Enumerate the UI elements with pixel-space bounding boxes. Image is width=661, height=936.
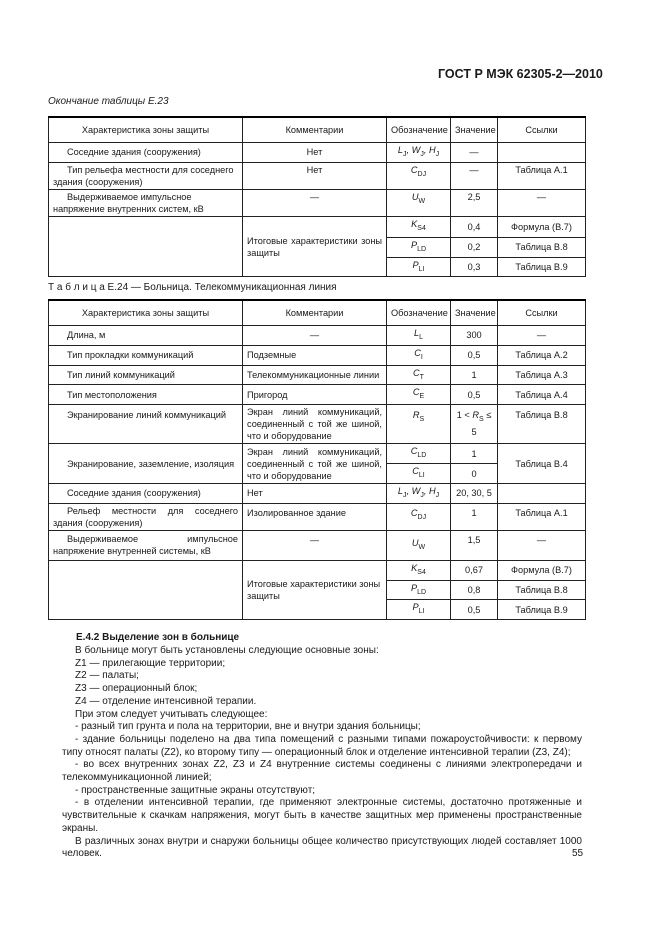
cell-characteristic: Экранирование линий коммуникаций (49, 405, 243, 444)
list-item: - здание больницы поделено на два типа помещений с разными типами пожароустойчивости: к первому типу относят палаты (Z2), ко второму типу — операционный блок и отделение интенсивной терапии (Z3, Z4); (62, 733, 582, 758)
cell-ref: Таблица А.3 (498, 365, 586, 385)
list-item: - разный тип грунта и пола на территории, вне и внутри здания больницы; (75, 721, 421, 733)
cell-characteristic: Соседние здания (сооружения) (49, 143, 243, 163)
cell-characteristic: Выдерживаемое импульсное напряжение внутренних систем, кВ (49, 189, 243, 216)
table-row (49, 444, 586, 464)
cell-ref (498, 143, 586, 163)
cell-comment: Пригород (243, 385, 387, 405)
cell-comment: Экран линий коммуникаций, соединенный с той же шиной, что и оборудование (243, 444, 387, 484)
cell-value: 0,3 (451, 257, 498, 277)
cell-characteristic: Тип прокладки коммуникаций (49, 345, 243, 365)
cell-symbol: $L_J$, $W_J$, $H_J$ (387, 483, 451, 503)
cell-characteristic: Выдерживаемое импульсное напряжение внутренней системы, кВ (49, 530, 243, 560)
cell-symbol: $L_L$ (387, 326, 451, 346)
table-row (49, 530, 586, 560)
cell-total-comment: Итоговые характеристики зоны защиты (243, 560, 387, 619)
table-row (49, 365, 586, 385)
col-header: Ссылки (498, 300, 586, 326)
cell-comment: Экран линий коммуникаций, соединенный с той же шиной, что и оборудование (243, 405, 387, 444)
cell-ref: Таблица В.8 (498, 237, 586, 257)
cell-symbol: $P_{LI}$ (387, 600, 451, 620)
table1-caption: Окончание таблицы Е.23 (48, 96, 169, 107)
cell-value: 1 (451, 503, 498, 530)
cell-characteristic: Тип рельефа местности для соседнего здания (сооружения) (49, 162, 243, 189)
cell-symbol: $C_T$ (387, 365, 451, 385)
cell-ref: Таблица В.9 (498, 600, 586, 620)
table-e23-end (48, 116, 586, 277)
cell-ref: Формула (В.7) (498, 560, 586, 580)
list-item: - в отделении интенсивной терапии, где применяют электронные системы, достаточно протяженные и чувствительные к скачкам напряжения, могут быть в качестве защитных мер применены пространственные экраны. (62, 797, 582, 834)
table2-caption: Т а б л и ц а Е.24 — Больница. Телекоммуникационная линия (48, 282, 337, 293)
list-item: - пространственные защитные экраны отсутствуют; (75, 784, 316, 796)
cell-symbol: $K_{S4}$ (387, 216, 451, 237)
cell-symbol: $C_{LD}$ (387, 444, 451, 464)
list-item: Z1 — прилегающие территории; (75, 657, 226, 669)
cell-symbol: $C_I$ (387, 345, 451, 365)
cell-value: 300 (451, 326, 498, 346)
cell-comment: Подземные (243, 345, 387, 365)
list-item: - во всех внутренних зонах Z2, Z3 и Z4 внутренние системы соединены с линиями электропередачи и телекоммуникационной линией; (62, 759, 582, 784)
table-row (49, 483, 586, 503)
cell-empty (49, 560, 243, 619)
cell-characteristic: Тип местоположения (49, 385, 243, 405)
cell-value: 1,5 (451, 530, 498, 560)
cell-ref: Таблица А.4 (498, 385, 586, 405)
table-e24 (48, 299, 586, 620)
cell-symbol: $U_W$ (387, 530, 451, 560)
col-header: Комментарии (243, 300, 387, 326)
cell-characteristic: Тип линий коммуникаций (49, 365, 243, 385)
cell-characteristic: Длина, м (49, 326, 243, 346)
table-row (49, 162, 586, 189)
table-row (49, 405, 586, 444)
table-row (49, 216, 586, 237)
cell-ref: — (498, 326, 586, 346)
cell-comment: Нет (243, 143, 387, 163)
cell-value: — (451, 162, 498, 189)
cell-value: 0,2 (451, 237, 498, 257)
cell-comment: Изолированное здание (243, 503, 387, 530)
cell-value: $1 < R_S \le 5$ (451, 405, 498, 444)
cell-comment: — (243, 530, 387, 560)
cell-value: 0,67 (451, 560, 498, 580)
cell-symbol: $P_{LD}$ (387, 237, 451, 257)
cell-comment: Нет (243, 483, 387, 503)
cell-symbol: $P_{LI}$ (387, 257, 451, 277)
cell-empty (49, 216, 243, 277)
table-header-row (49, 300, 586, 326)
table-row (49, 385, 586, 405)
cell-total-comment: Итоговые характеристики зоны защиты (243, 216, 387, 277)
section-heading: Е.4.2 Выделение зон в больнице (76, 632, 240, 643)
col-header: Значение (451, 117, 498, 143)
col-header: Характеристика зоны защиты (49, 117, 243, 143)
table-row (49, 326, 586, 346)
cell-value: 0,8 (451, 580, 498, 600)
cell-ref: Таблица В.8 (498, 580, 586, 600)
cell-value: 2,5 (451, 189, 498, 216)
cell-characteristic: Экранирование, заземление, изоляция (49, 444, 243, 484)
cell-value: 0 (451, 464, 498, 484)
cell-symbol: $C_{DJ}$ (387, 162, 451, 189)
cell-symbol: $P_{LD}$ (387, 580, 451, 600)
col-header: Обозначение (387, 300, 451, 326)
cell-comment: — (243, 189, 387, 216)
cell-ref: Таблица А.1 (498, 162, 586, 189)
cell-comment: Телекоммуникационные линии (243, 365, 387, 385)
cell-value: 1 (451, 444, 498, 464)
table-row (49, 143, 586, 163)
cell-symbol: $C_{LI}$ (387, 464, 451, 484)
cell-value: 0,5 (451, 385, 498, 405)
cell-symbol: $L_J$, $W_J$, $H_J$ (387, 143, 451, 163)
list-item: Z2 — палаты; (75, 670, 139, 682)
cell-value: 0,4 (451, 216, 498, 237)
cell-comment: — (243, 326, 387, 346)
cell-value: 0,5 (451, 600, 498, 620)
col-header: Значение (451, 300, 498, 326)
cell-symbol: $C_E$ (387, 385, 451, 405)
table-row (49, 189, 586, 216)
cell-value: 20, 30, 5 (451, 483, 498, 503)
cell-ref: Таблица В.8 (498, 405, 586, 444)
col-header: Характеристика зоны защиты (49, 300, 243, 326)
cell-ref: — (498, 530, 586, 560)
cell-ref: Таблица А.1 (498, 503, 586, 530)
col-header: Комментарии (243, 117, 387, 143)
cell-characteristic: Соседние здания (сооружения) (49, 483, 243, 503)
list-item: Z4 — отделение интенсивной терапии. (75, 695, 257, 707)
document-code: ГОСТ Р МЭК 62305-2—2010 (438, 67, 603, 81)
cell-symbol: $R_S$ (387, 405, 451, 444)
paragraph: В больнице могут быть установлены следующие основные зоны: (75, 645, 379, 656)
cell-comment: Нет (243, 162, 387, 189)
cell-symbol: $C_{DJ}$ (387, 503, 451, 530)
cell-value: 0,5 (451, 345, 498, 365)
table-row (49, 345, 586, 365)
table-row (49, 503, 586, 530)
table-row (49, 560, 586, 580)
cell-ref (498, 483, 586, 503)
section-body (62, 645, 582, 861)
paragraph: В различных зонах внутри и снаружи больницы общее количество присутствующих людей составляет 1000 человек. (62, 835, 582, 860)
cell-value: — (451, 143, 498, 163)
cell-value: 1 (451, 365, 498, 385)
col-header: Обозначение (387, 117, 451, 143)
cell-ref: Таблица В.9 (498, 257, 586, 277)
cell-ref: Таблица А.2 (498, 345, 586, 365)
cell-symbol: $U_W$ (387, 189, 451, 216)
cell-characteristic: Рельеф местности для соседнего здания (сооружения) (49, 503, 243, 530)
cell-symbol: $K_{S4}$ (387, 560, 451, 580)
table-header-row (49, 117, 586, 143)
page-number: 55 (572, 848, 584, 859)
cell-ref: Формула (В.7) (498, 216, 586, 237)
cell-ref: — (498, 189, 586, 216)
cell-ref: Таблица В.4 (498, 444, 586, 484)
list-item: Z3 — операционный блок; (75, 683, 198, 695)
col-header: Ссылки (498, 117, 586, 143)
paragraph: При этом следует учитывать следующее: (75, 708, 268, 720)
